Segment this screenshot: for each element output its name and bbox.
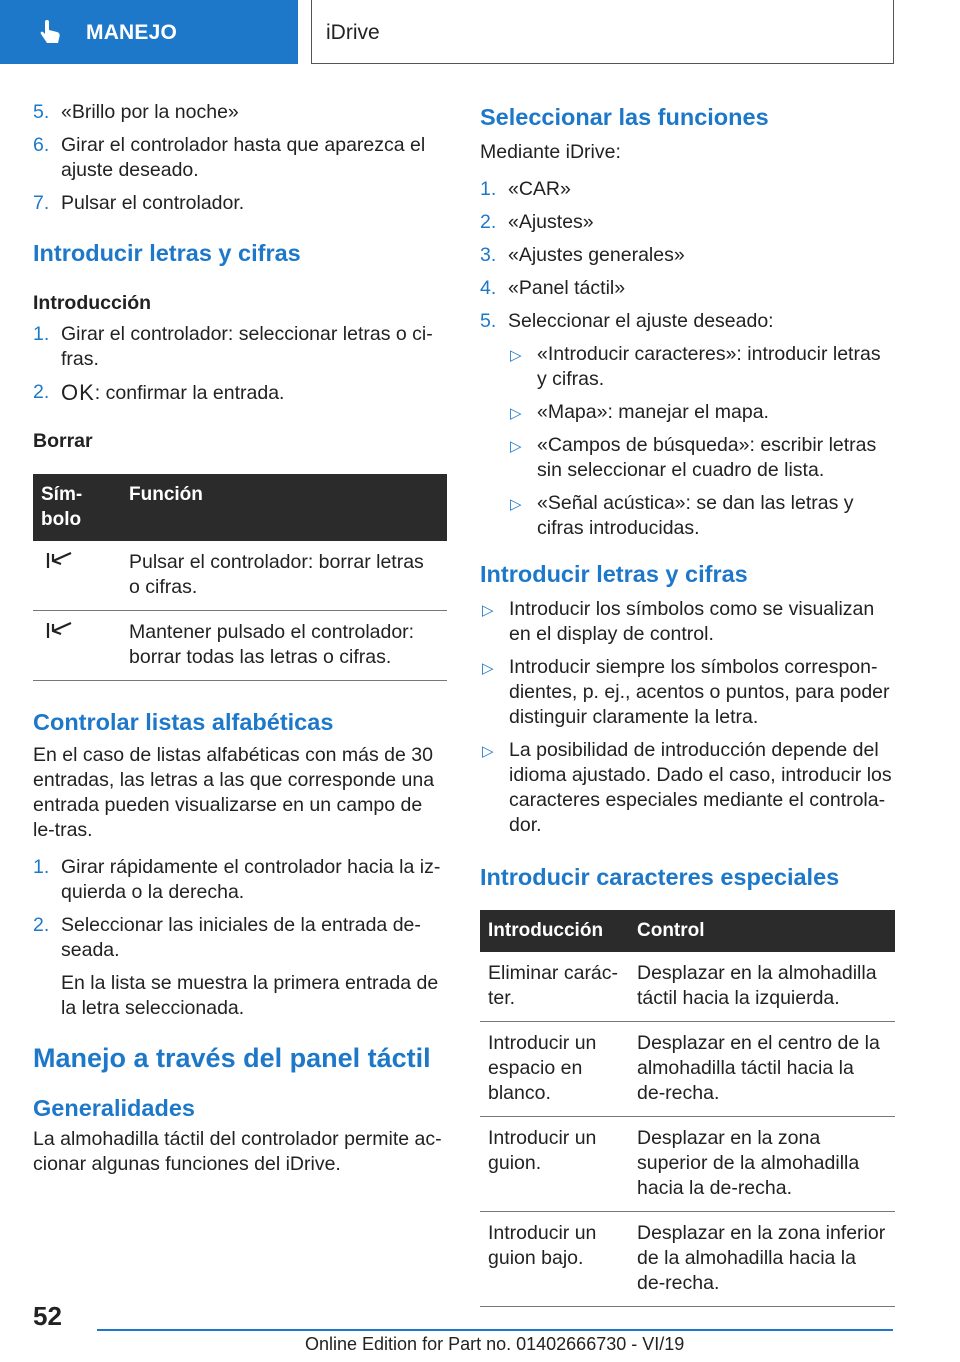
ok-icon: OK [61,380,95,405]
bullet-item [508,400,895,425]
step-number: 1. [33,323,50,345]
list-item [33,380,447,406]
table-cell: Mantener pulsado el controlador: borrar todas las letras o cifras. [121,611,447,681]
step-number: 2. [33,381,50,403]
chapter-box [311,0,894,64]
step-text: «Ajustes» [508,211,594,233]
bullet-item [508,491,895,541]
table-cell: Introducir un guion. [480,1117,629,1212]
step-text: Girar rápidamente el controlador hacia la iz-quierda o la derecha. [61,856,441,903]
bullet-item [480,597,895,647]
intro-steps-list [33,322,447,406]
triangle-bullet-icon: ▷ [482,602,494,619]
step-number: 5. [33,101,50,123]
step-number: 1. [480,178,497,200]
table-row [33,611,447,681]
table-cell: Introducir un espacio en blanco. [480,1022,629,1117]
funciones-steps-list [480,177,895,541]
list-item [33,133,447,183]
step-text: Girar el controlador: seleccionar letras o ci-fras. [61,323,433,370]
step-number: 1. [33,856,50,878]
list-item [480,210,895,235]
table-row [480,1022,895,1117]
triangle-bullet-icon: ▷ [482,743,494,760]
table-row [480,1117,895,1212]
step-text: «CAR» [508,178,571,200]
table-row [480,1212,895,1307]
step-text: «Panel táctil» [508,277,626,299]
list-item [33,322,447,372]
mediante-text: Mediante iDrive: [480,141,621,163]
step-text: «Brillo por la noche» [61,101,239,123]
triangle-bullet-icon: ▷ [510,347,522,364]
heading-especiales: Introducir caracteres especiales [480,864,840,890]
column-header: Control [629,910,895,952]
hand-pointer-icon [38,19,64,45]
table-cell: Eliminar carác-ter. [480,952,629,1022]
triangle-bullet-icon: ▷ [510,405,522,422]
step-number: 4. [480,277,497,299]
list-item [480,177,895,202]
triangle-bullet-icon: ▷ [510,496,522,513]
step-text: Seleccionar el ajuste deseado: [508,310,774,332]
column-header: Función [121,474,447,541]
step-number: 2. [33,914,50,936]
heading-generalidades: Generalidades [33,1095,195,1121]
listas-paragraph: En el caso de listas alfabéticas con más de 30 entradas, las letras a las que corresponde una entrada pueden visualizarse en un campo de le-tras. [33,744,435,841]
table-cell: Introducir un guion bajo. [480,1212,629,1307]
step-subtext: En la lista se muestra la primera entrada de la letra seleccionada. [61,972,439,1019]
bullet-text: «Introducir caracteres»: introducir letras y cifras. [537,343,881,390]
generalidades-paragraph: La almohadilla táctil del controlador permite ac-cionar algunas funciones del iDrive. [33,1128,442,1175]
bullet-text: «Mapa»: manejar el mapa. [537,401,769,423]
subheading-intro: Introducción [33,292,152,314]
step-text: Seleccionar las iniciales de la entrada de-seada. [61,914,421,961]
edition-text: Online Edition for Part no. 01402666730 - VI/19 [305,1334,685,1354]
bullet-text: «Señal acústica»: se dan las letras y cifras introducidas. [537,492,854,539]
especiales-table [480,910,895,1307]
list-item [480,243,895,268]
bullet-item [480,738,895,838]
list-item [33,100,447,125]
section-tab [0,0,298,64]
bullet-item [480,655,895,730]
bullet-item [508,433,895,483]
subheading-borrar: Borrar [33,430,93,452]
step-number: 2. [480,211,497,233]
backspace-icon [45,550,75,572]
borrar-table [33,474,447,681]
triangle-bullet-icon: ▷ [510,438,522,455]
left-column [33,100,447,1177]
chapter-title: iDrive [326,21,380,44]
bullet-text: «Campos de búsqueda»: escribir letras sin seleccionar el cuadro de lista. [537,434,877,481]
table-cell: Desplazar en la zona superior de la almohadilla hacia la de-recha. [629,1117,895,1212]
bullet-item [508,342,895,392]
table-cell: Pulsar el controlador: borrar letras o cifras. [121,541,447,611]
step-number: 6. [33,134,50,156]
page-number: 52 [33,1301,62,1331]
list-item [480,309,895,541]
letters-bullets [480,597,895,838]
step-text: Pulsar el controlador. [61,192,245,214]
heading-listas: Controlar listas alfabéticas [33,709,334,735]
footer-rule [97,1329,893,1331]
table-row [480,952,895,1022]
step-number: 7. [33,192,50,214]
step-text: «Ajustes generales» [508,244,685,266]
top-steps-list [33,100,447,216]
column-header: Introducción [480,910,629,952]
column-header: Sím-bolo [33,474,121,541]
table-cell: Desplazar en la almohadilla táctil hacia la izquierda. [629,952,895,1022]
heading-panel: Manejo a través del panel táctil [33,1043,431,1073]
table-row [33,541,447,611]
table-cell [33,541,121,611]
heading-letters: Introducir letras y cifras [33,240,301,266]
section-title: MANEJO [86,21,178,44]
heading-letters-right: Introducir letras y cifras [480,561,748,587]
triangle-bullet-icon: ▷ [482,660,494,677]
list-item [33,191,447,216]
bullet-text: Introducir los símbolos como se visualizan en el display de control. [509,598,875,645]
table-cell: Desplazar en la zona inferior de la almohadilla hacia la de-recha. [629,1212,895,1307]
step-number: 3. [480,244,497,266]
funciones-bullets [508,342,895,541]
list-item [480,276,895,301]
step-text: : confirmar la entrada. [94,382,285,404]
list-item [33,855,447,905]
list-item [33,913,447,1021]
bullet-text: La posibilidad de introducción depende del idioma ajustado. Dado el caso, introducir los caracteres especiales mediante el controla-dor. [509,739,892,836]
table-cell: Desplazar en el centro de la almohadilla táctil hacia la de-recha. [629,1022,895,1117]
table-cell [33,611,121,681]
heading-funciones: Seleccionar las funciones [480,104,769,130]
bullet-text: Introducir siempre los símbolos correspon-dientes, p. ej., acentos o puntos, para poder distinguir claramente la letra. [509,656,890,728]
right-column [480,100,895,1307]
backspace-icon [45,620,75,642]
step-number: 5. [480,310,497,332]
step-text: Girar el controlador hasta que aparezca el ajuste deseado. [61,134,426,181]
listas-steps-list [33,855,447,1021]
